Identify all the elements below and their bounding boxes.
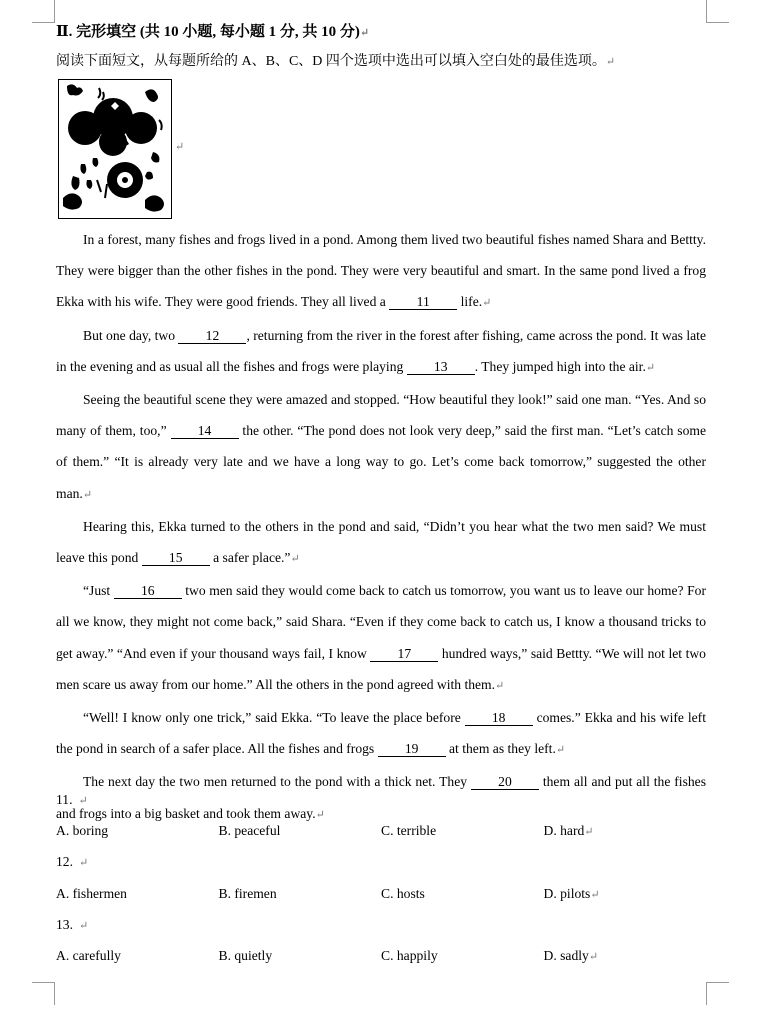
passage-text: Hearing this, Ekka turned to the others in the pond and said, “Didn’t you hear what the two men said? We must leave this pond: [56, 518, 706, 566]
answer-blank: 17: [370, 646, 438, 662]
answer-option: [219, 940, 382, 971]
answer-option: [381, 815, 544, 846]
answer-option-text: D. hard: [543, 823, 585, 839]
answer-option-text: A. carefully: [56, 947, 121, 963]
page-corner-top-right: [706, 0, 729, 23]
question-number-text: 13.: [56, 916, 73, 932]
page-corner-bottom-left: [32, 982, 55, 1005]
passage-text: In a forest, many fishes and frogs lived in a pond. Among them lived two beautiful fishes named Shara and Bettty. They were bigger than the other fishes in the pond. They were very beautiful and smart. In the same pond lived a frog Ekka with his wife. They were good friends. They all lived a: [56, 232, 706, 310]
answer-option-text: B. peaceful: [218, 823, 281, 839]
answer-option: [56, 940, 219, 971]
answer-blank: 16: [114, 583, 182, 599]
passage-text: the other. “The pond does not look very deep,” said the first man. “Let’s catch some of them.” “It is already very late and we have a long way to go. Let’s come back tomorrow,” suggested the other man.: [56, 423, 706, 501]
question-number: [56, 784, 716, 815]
answer-option: [381, 878, 544, 909]
answer-blank: 14: [171, 423, 239, 439]
passage-paragraph: [56, 702, 706, 766]
passage-paragraph: [56, 384, 706, 511]
question-number-text: 12.: [56, 854, 73, 870]
answer-option: [56, 815, 219, 846]
paragraph-mark: ↵: [482, 297, 492, 310]
question-number: [56, 909, 716, 940]
section-instruction: [56, 50, 615, 70]
answer-option-text: A. boring: [56, 823, 109, 839]
answer-option-text: B. quietly: [218, 947, 273, 963]
passage-text: them all and put all the fishes and frogs into a big basket and took them away.: [56, 774, 706, 821]
answer-option: [219, 878, 382, 909]
passage-text: Seeing the beautiful scene they were amazed and stopped. “How beautiful they look!” said one man. “Yes. And so many of them, too,”: [56, 392, 706, 439]
paragraph-mark: ↵: [590, 888, 600, 901]
passage-text: life.: [457, 294, 483, 310]
paragraph-mark: ↵: [175, 141, 185, 153]
passage-text: “Just: [83, 583, 114, 599]
section-heading-text: Ⅱ. 完形填空 (共 10 小题, 每小题 1 分, 共 10 分): [56, 24, 360, 40]
paragraph-mark: ↵: [79, 857, 89, 870]
passage-text: at them as they left.: [445, 741, 556, 757]
answer-option: [544, 815, 707, 846]
answer-option-text: C. hosts: [381, 885, 425, 901]
paragraph-mark: ↵: [290, 553, 300, 566]
passage-text: “Well! I know only one trick,” said Ekka. “To leave the place before: [83, 710, 465, 726]
paragraph-mark: ↵: [78, 795, 88, 807]
passage-text: comes.” Ekka and his wife left the pond in search of a safer place. All the fishes and frogs: [56, 710, 706, 757]
passage-text: hundred ways,” said Bettty. “We will not let two men scare us away from our home.” All the others in the pond agreed with them.: [56, 645, 706, 692]
answer-option-text: A. fishermen: [56, 885, 127, 901]
answer-option-text: C. happily: [381, 947, 438, 963]
section-heading: [56, 20, 369, 41]
passage-paragraph: [56, 575, 706, 702]
paragraph-mark: ↵: [82, 488, 93, 501]
pond-illustration: [58, 79, 172, 219]
answer-blank: 15: [142, 550, 210, 566]
option-row: [56, 815, 716, 846]
question-list: [56, 784, 716, 971]
answer-blank: 13: [407, 359, 475, 375]
passage-text: a safer place.”: [209, 550, 291, 566]
paragraph-mark: ↵: [605, 56, 616, 68]
answer-blank: 12: [178, 328, 246, 344]
answer-option-text: D. pilots: [543, 885, 591, 901]
paragraph-mark: ↵: [555, 744, 566, 757]
answer-option-text: D. sadly: [543, 947, 589, 963]
answer-blank: 19: [378, 741, 446, 757]
passage-text: The next day the two men returned to the pond with a thick net. They: [83, 774, 471, 790]
answer-option: [544, 940, 707, 971]
paragraph-mark: ↵: [645, 361, 656, 374]
answer-option: [56, 878, 219, 909]
page-corner-bottom-right: [706, 982, 729, 1005]
passage-paragraph: [56, 511, 706, 575]
answer-option: [219, 815, 382, 846]
section-instruction-text: 阅读下面短文，从每题所给的 A、B、C、D 四个选项中选出可以填入空白处的最佳选项。: [56, 54, 606, 69]
pond-illustration-art: [59, 80, 170, 217]
cloze-passage: [56, 224, 706, 831]
paragraph-mark: ↵: [588, 950, 599, 963]
answer-blank: 18: [465, 710, 533, 726]
passage-paragraph: [56, 224, 706, 320]
question-number: [56, 846, 716, 877]
question-number-text: 11.: [56, 792, 73, 807]
paragraph-mark: ↵: [584, 826, 594, 839]
answer-blank: 20: [471, 774, 539, 790]
passage-text: , returning from the river in the forest after fishing, came across the pond. It was late in the evening and as usual all the fishes and frogs were playing: [56, 327, 706, 374]
paragraph-mark: ↵: [79, 919, 89, 932]
answer-option-text: B. firemen: [218, 885, 277, 901]
paragraph-mark: ↵: [315, 808, 325, 821]
passage-paragraph: [56, 320, 706, 384]
paragraph-mark: ↵: [495, 679, 505, 692]
page-corner-top-left: [32, 0, 55, 23]
answer-option: [381, 940, 544, 971]
passage-text: . They jumped high into the air.: [474, 358, 646, 374]
option-row: [56, 878, 716, 909]
paragraph-mark: ↵: [359, 27, 370, 39]
answer-blank: 11: [389, 294, 457, 310]
option-row: [56, 940, 716, 971]
passage-text: But one day, two: [83, 327, 179, 343]
answer-option: [544, 878, 707, 909]
answer-option-text: C. terrible: [381, 823, 437, 839]
passage-text: two men said they would come back to catch us tomorrow, you want us to leave our home? For all we know, they might not come back,” said Shara. “Even if they come back to catch us, I know a thousand tricks to get away.” “And even if your thousand ways fail, I know: [56, 583, 706, 661]
